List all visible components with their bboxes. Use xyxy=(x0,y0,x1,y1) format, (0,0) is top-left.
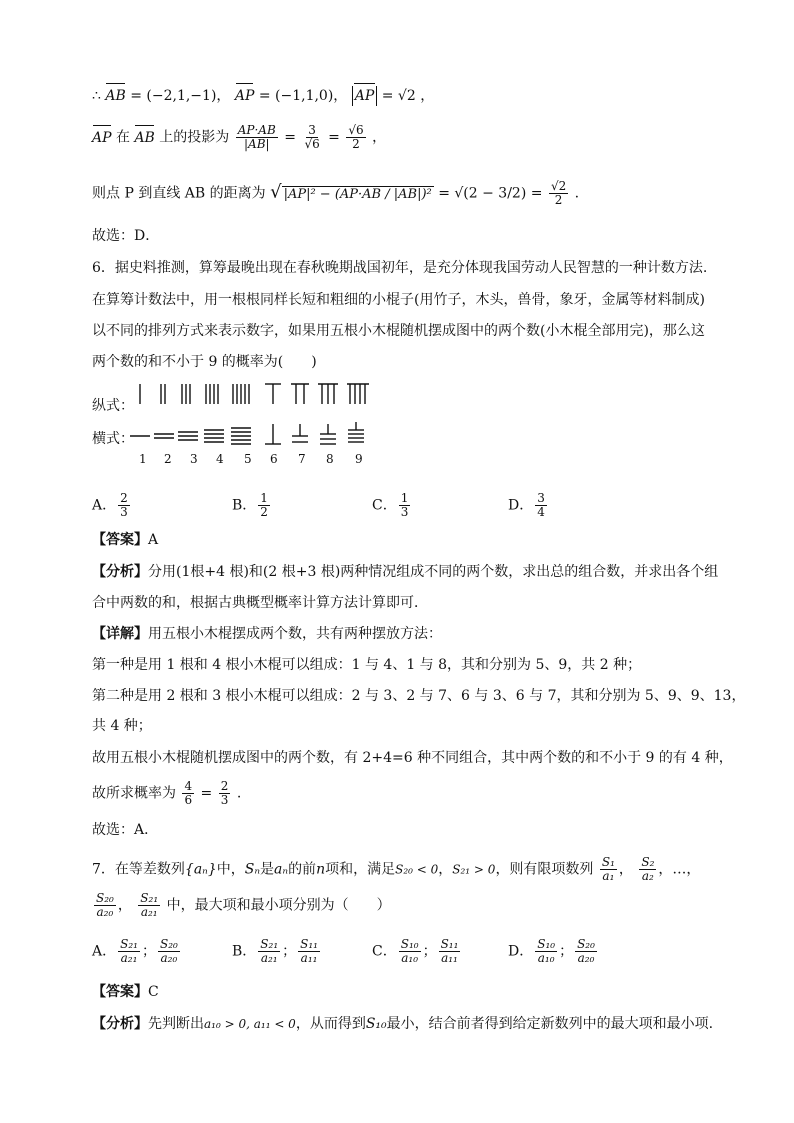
q6-option-b: B． $\frac{1}{2}$ xyxy=(232,491,268,519)
vec-ap: AP xyxy=(234,88,255,104)
vertical-rods xyxy=(140,384,369,404)
q6-line3: 以不同的排列方式来表示数字，如果用五根小木棍随机摆成图中的两个数(小木棍全部用完)，那么这 xyxy=(92,323,705,339)
rod-digit-label: 8 xyxy=(326,452,334,466)
q6-choice: 故选：A． xyxy=(92,822,159,838)
rod-digit-label: 4 xyxy=(216,452,224,466)
rod-digit-label: 9 xyxy=(355,452,363,466)
abs-ap: AP xyxy=(352,86,378,106)
rod-digit-label: 1 xyxy=(139,452,147,466)
q7-line2: $\frac{\text{S₂₀}}{\text{a₂₀}}$ ， $\frac{\text{S₂₁}}{\text{a₂₁}}$ 中，最大项和最小项分别为（ ） xyxy=(96,891,391,919)
rod-digit-label: 3 xyxy=(190,452,198,466)
q6-option-c: C． $\frac{1}{3}$ xyxy=(372,491,409,519)
rod-digit-label: 7 xyxy=(298,452,306,466)
vector-line: ∴ AB = (−2,1,−1)， AP = (−1,1,0)， AP = √2 ， xyxy=(92,88,435,104)
projection-line: AP 在 AB 上的投影为 $\frac{AP\cdot AB}{|AB|}$ = $\frac{3}{√6}$ = $\frac{√6}{2}$ ， xyxy=(92,123,387,151)
distance-line: 则点 P 到直线 AB 的距离为 √ |AP|² − (AP·AB / |AB|)² = √(2 − 3/2) = $\frac{√2}{2}$ . xyxy=(92,179,580,207)
horizontal-label: 横式： xyxy=(92,431,134,447)
q6-detail-2: 第一种是用 1 根和 4 根小木棍可以组成：1 与 4、1 与 8，其和分别为 5、9，共 2 种； xyxy=(92,657,642,673)
rod-digit-label: 6 xyxy=(270,452,278,466)
q6-line1: 6．据史料推测，算筹最晚出现在春秋晚期战国初年，是充分体现我国劳动人民智慧的一种计数方法. xyxy=(92,260,708,276)
horizontal-rods xyxy=(130,422,364,444)
distance-expression: |AP|² − (AP·AB / |AB|)² xyxy=(283,186,432,202)
q7-analysis: 【分析】先判断出a₁₀ > 0, a₁₁ < 0，从而得到S₁₀最小，结合前者得到给定新数列中的最大项和最小项. xyxy=(92,1016,714,1032)
q6-detail-5: 故用五根小木棍随机摆成图中的两个数，有 2+4=6 种不同组合，其中两个数的和不小于 9 的有 4 种， xyxy=(92,750,733,766)
q7-answer: 【答案】C xyxy=(92,984,159,1000)
q6-detail-3: 第二种是用 2 根和 3 根小木棍可以组成：2 与 3、2 与 7、6 与 3、6 与 7，其和分别为 5、9、9、13， xyxy=(92,688,746,704)
q6-detail-4: 共 4 种； xyxy=(92,718,152,734)
rod-digit-label: 2 xyxy=(164,452,172,466)
q6-option-a: A． $\frac{2}{3}$ xyxy=(92,491,128,519)
vertical-label: 纵式： xyxy=(92,398,134,414)
q7-line1: 7．在等差数列{aₙ}中，Sₙ是aₙ的前n项和，满足S₂₀ < 0，S₂₁ > 0，则有限项数列 $\frac{\text{S₁}}{\text{a₁}}$ ， $\frac{\text{S₂}}{\text{a₂}}$ ，…， xyxy=(92,855,701,883)
projection-fraction: $\frac{AP\cdot AB}{|AB|}$ xyxy=(237,123,276,151)
q6-answer: 【答案】A xyxy=(92,532,159,548)
q6-analysis-1: 【分析】分用(1根+4 根)和(2 根+3 根)两种情况组成不同的两个数，求出总的组合数，并求出各个组 xyxy=(92,564,719,580)
rod-digit-label: 5 xyxy=(244,452,252,466)
q6-line4: 两个数的和不小于 9 的概率为( ) xyxy=(92,354,317,370)
q6-detail-6: 故所求概率为 $\frac{4}{6}$ = $\frac{2}{3}$ . xyxy=(92,779,242,807)
q6-analysis-2: 合中两数的和，根据古典概型概率计算方法计算即可． xyxy=(92,595,428,611)
q7-option-c: C． $\frac{\text{S₁₀}}{\text{a₁₀}}$ ； $\frac{\text{S₁₁}}{\text{a₁₁}}$ xyxy=(372,937,459,965)
q6-line2: 在算筹计数法中，用一根根同样长短和粗细的小棍子(用竹子，木头，兽骨，象牙，金属等材料制成) xyxy=(92,292,705,308)
choice-q5: 故选：D． xyxy=(92,228,160,244)
q7-option-b: B． $\frac{\text{S₂₁}}{\text{a₂₁}}$ ； $\frac{\text{S₁₁}}{\text{a₁₁}}$ xyxy=(232,937,318,965)
q7-option-a: A． $\frac{\text{S₂₁}}{\text{a₂₁}}$ ； $\frac{\text{S₂₀}}{\text{a₂₀}}$ xyxy=(92,937,178,965)
q6-detail-1: 【详解】用五根小木棍摆成两个数，共有两种摆放方法： xyxy=(92,626,442,642)
q7-option-d: D． $\frac{\text{S₁₀}}{\text{a₁₀}}$ ； $\frac{\text{S₂₀}}{\text{a₂₀}}$ xyxy=(508,937,595,965)
q6-option-d: D． $\frac{3}{4}$ xyxy=(508,491,545,519)
vec-ab: AB xyxy=(105,88,126,104)
